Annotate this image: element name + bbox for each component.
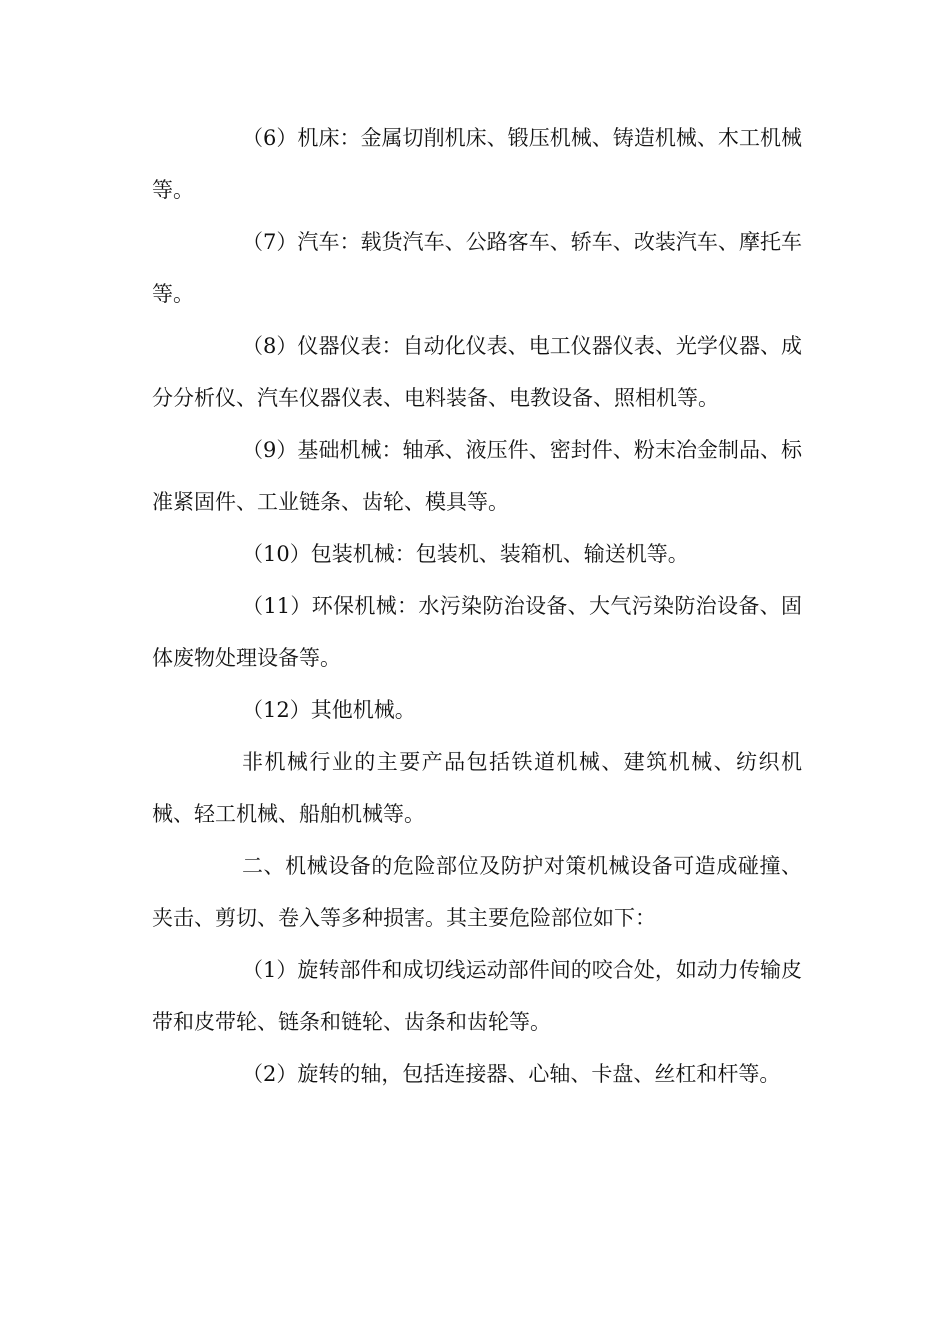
- document-body: [152, 112, 802, 1100]
- paragraph-environmental-machinery: （11）环保机械：水污染防治设备、大气污染防治设备、固体废物处理设备等。: [152, 594, 802, 670]
- paragraph-non-machinery-products: 非机械行业的主要产品包括铁道机械、建筑机械、纺织机械、轻工机械、船舶机械等。: [152, 750, 802, 826]
- paragraph-other-machinery: （12）其他机械。: [242, 698, 416, 722]
- paragraph-instruments: （8）仪器仪表：自动化仪表、电工仪器仪表、光学仪器、成分分析仪、汽车仪器仪表、电料装备、电教设备、照相机等。: [152, 334, 802, 410]
- paragraph-rotating-parts: （1）旋转部件和成切线运动部件间的咬合处，如动力传输皮带和皮带轮、链条和链轮、齿条和齿轮等。: [152, 958, 802, 1034]
- paragraph-machine-tools: （6）机床：金属切削机床、锻压机械、铸造机械、木工机械等。: [152, 126, 802, 202]
- paragraph-packaging-machinery: （10）包装机械：包装机、装箱机、输送机等。: [242, 542, 689, 566]
- paragraph-automobiles: （7）汽车：载货汽车、公路客车、轿车、改装汽车、摩托车等。: [152, 230, 802, 306]
- paragraph-hazard-section: 二、机械设备的危险部位及防护对策机械设备可造成碰撞、夹击、剪切、卷入等多种损害。其主要危险部位如下：: [152, 854, 802, 930]
- paragraph-rotating-shafts: （2）旋转的轴，包括连接器、心轴、卡盘、丝杠和杆等。: [242, 1062, 781, 1086]
- paragraph-basic-machinery: （9）基础机械：轴承、液压件、密封件、粉末冶金制品、标准紧固件、工业链条、齿轮、模具等。: [152, 438, 802, 514]
